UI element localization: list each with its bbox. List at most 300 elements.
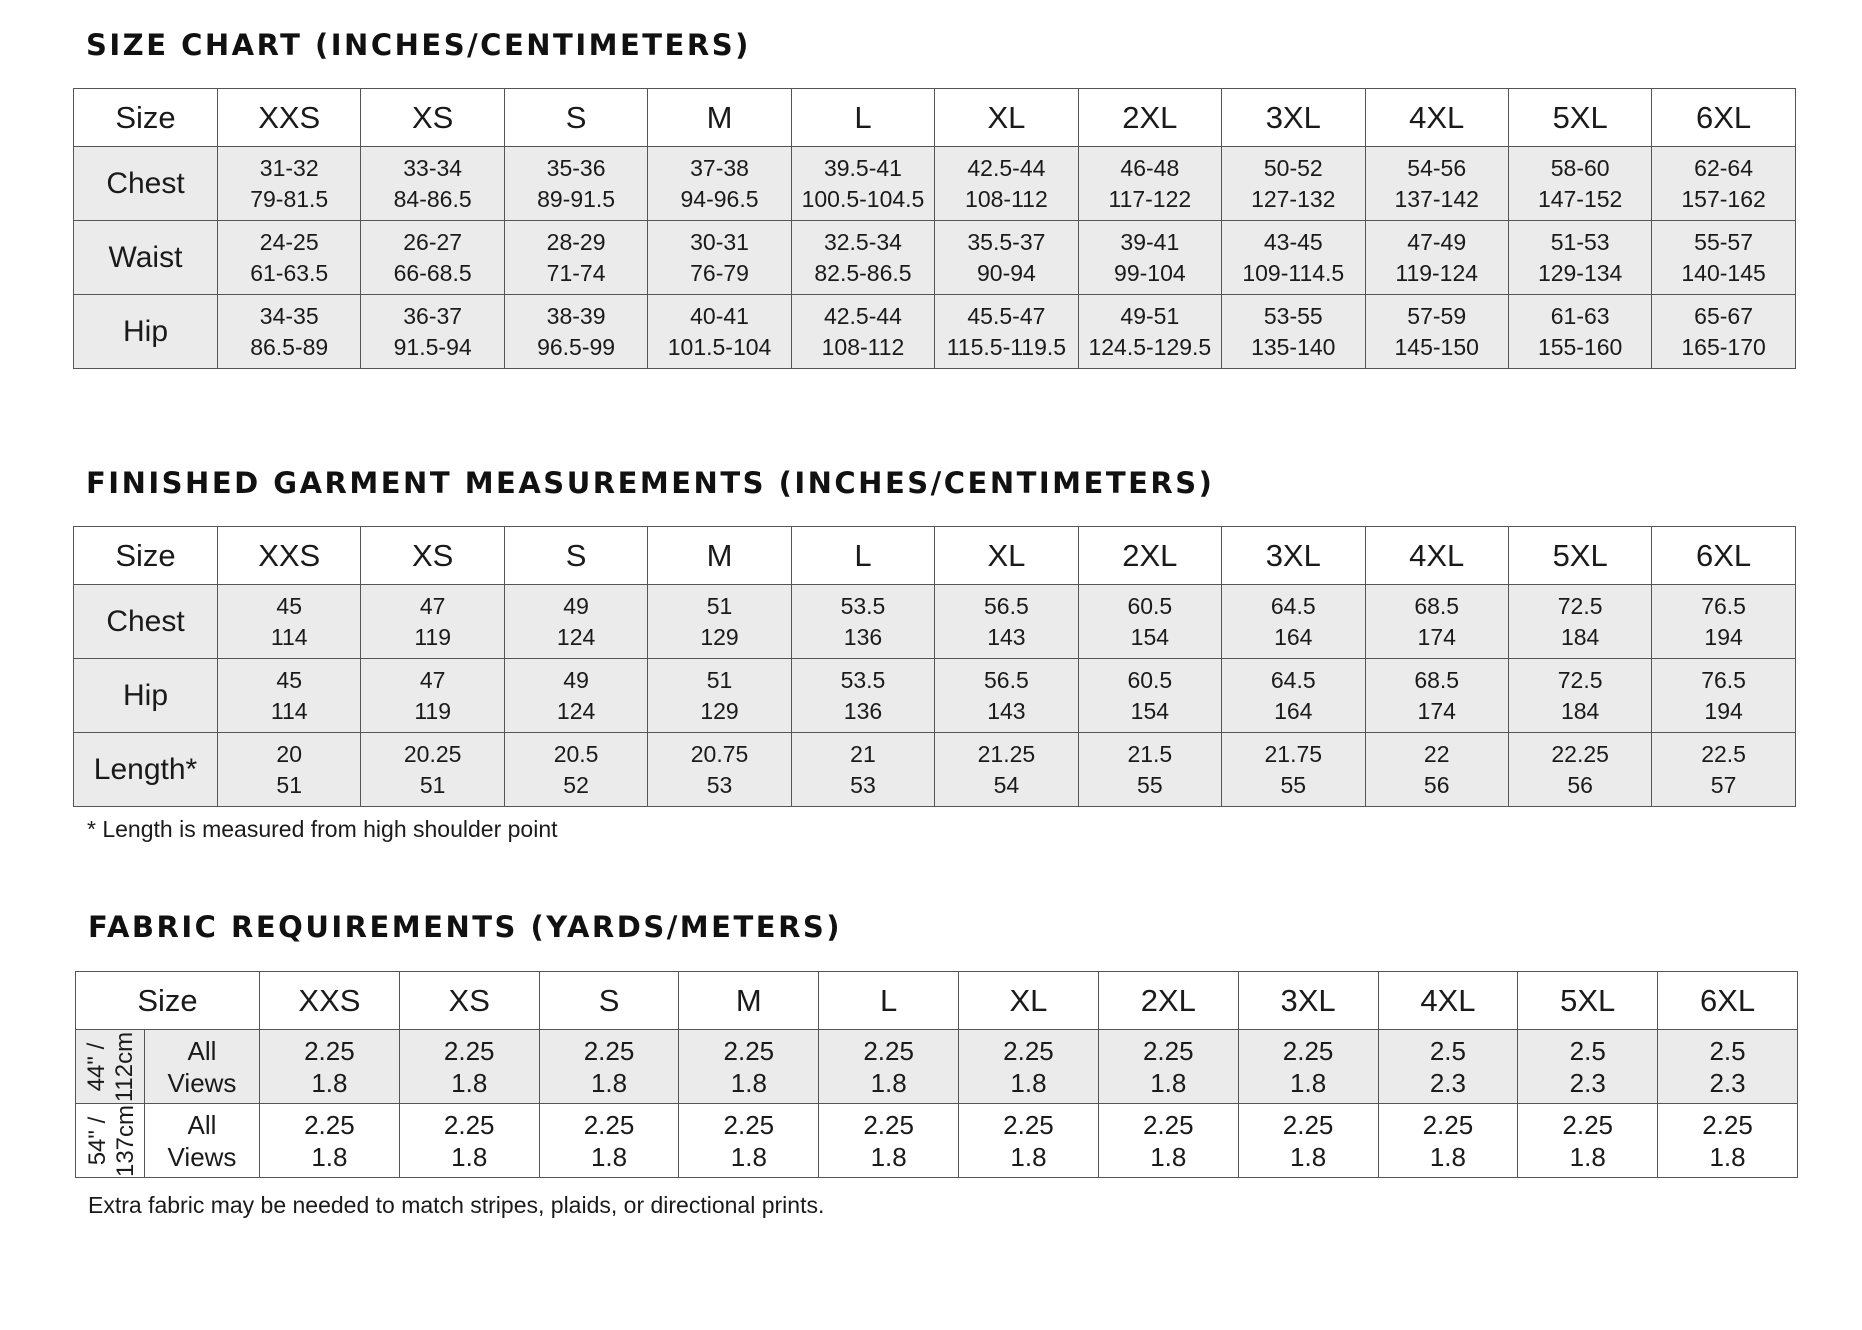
measurement-cell xyxy=(935,147,1078,221)
meters-value: 1.8 xyxy=(1290,1067,1327,1098)
measurement-cell xyxy=(1508,659,1651,733)
measurement-cell xyxy=(504,295,647,369)
view-label xyxy=(145,1104,260,1178)
size-column-header: L xyxy=(819,972,959,1030)
fabric-width-inches: 44" / xyxy=(83,1042,111,1091)
meters-value: 1.8 xyxy=(1709,1141,1746,1172)
measurement-row xyxy=(74,147,1796,221)
measurement-cell xyxy=(1365,147,1508,221)
measurement-cell xyxy=(648,733,791,807)
yards-value: 2.25 xyxy=(863,1035,914,1066)
inches-value: 22.25 xyxy=(1551,740,1609,767)
measurement-cell xyxy=(1365,221,1508,295)
inches-value: 35-36 xyxy=(546,154,606,181)
measurement-cell xyxy=(218,295,361,369)
inches-value: 51-53 xyxy=(1550,228,1610,255)
cm-value: 135-140 xyxy=(1251,333,1336,360)
size-column-header: 2XL xyxy=(1078,527,1221,585)
inches-value: 21.5 xyxy=(1127,740,1173,767)
cm-value: 137-142 xyxy=(1394,185,1479,212)
fabric-note: Extra fabric may be needed to match stripes, plaids, or directional prints. xyxy=(88,1192,825,1218)
cm-value: 53 xyxy=(706,771,733,798)
inches-value: 57-59 xyxy=(1407,302,1467,329)
size-column-header: 6XL xyxy=(1658,972,1798,1030)
inches-value: 21 xyxy=(850,740,876,767)
fabric-amount-cell xyxy=(260,1030,400,1104)
size-column-header: XL xyxy=(935,89,1078,147)
size-column-header: XS xyxy=(399,972,539,1030)
inches-value: 39-41 xyxy=(1120,228,1180,255)
measurement-cell xyxy=(361,221,504,295)
cm-value: 155-160 xyxy=(1537,333,1623,360)
cm-value: 82.5-86.5 xyxy=(814,259,912,286)
cm-value: 108-112 xyxy=(821,333,905,360)
measurement-cell xyxy=(361,147,504,221)
size-column-header: 6XL xyxy=(1652,89,1795,147)
size-column-header: S xyxy=(539,972,679,1030)
measurement-row xyxy=(74,585,1796,659)
measurement-label: Chest xyxy=(74,147,218,221)
inches-value: 64.5 xyxy=(1270,592,1316,619)
fabric-row xyxy=(76,1104,1798,1178)
inches-value: 40-41 xyxy=(690,302,749,329)
meters-value: 2.3 xyxy=(1569,1067,1606,1098)
size-column-header: 2XL xyxy=(1078,89,1221,147)
inches-value: 39.5-41 xyxy=(823,154,902,181)
cm-value: 119 xyxy=(414,697,451,724)
fabric-amount-cell xyxy=(679,1104,819,1178)
meters-value: 1.8 xyxy=(730,1141,767,1172)
inches-value: 42.5-44 xyxy=(823,302,902,329)
inches-value: 60.5 xyxy=(1127,592,1173,619)
measurement-cell xyxy=(1508,295,1651,369)
meters-value: 1.8 xyxy=(311,1141,348,1172)
measurement-cell xyxy=(1652,733,1795,807)
size-column-header: L xyxy=(791,89,934,147)
inches-value: 20 xyxy=(276,740,303,767)
measurement-cell xyxy=(361,659,504,733)
size-column-header: XXS xyxy=(218,527,361,585)
size-chart-table xyxy=(73,88,1796,369)
meters-value: 2.3 xyxy=(1429,1067,1466,1098)
inches-value: 30-31 xyxy=(690,228,749,255)
measurement-cell xyxy=(648,585,791,659)
measurement-cell xyxy=(935,585,1078,659)
fabric-amount-cell xyxy=(260,1104,400,1178)
garment-measurements-table xyxy=(73,526,1796,807)
size-column-header: 6XL xyxy=(1652,527,1795,585)
fabric-amount-cell xyxy=(819,1104,959,1178)
inches-value: 20.5 xyxy=(553,740,599,767)
measurement-cell xyxy=(648,659,791,733)
measurement-cell xyxy=(935,295,1078,369)
inches-value: 53.5 xyxy=(840,592,886,619)
cm-value: 124 xyxy=(556,623,596,650)
size-column-header: 3XL xyxy=(1222,89,1365,147)
fabric-amount-cell xyxy=(1098,1104,1238,1178)
measurement-row xyxy=(74,659,1796,733)
cm-value: 140-145 xyxy=(1681,259,1766,286)
measurement-cell xyxy=(1222,221,1365,295)
measurement-cell xyxy=(1652,221,1795,295)
cm-value: 184 xyxy=(1560,623,1600,650)
fabric-amount-cell xyxy=(539,1030,679,1104)
inches-value: 49 xyxy=(563,592,589,619)
measurement-cell xyxy=(1508,221,1651,295)
inches-value: 47 xyxy=(419,666,446,693)
inches-value: 76.5 xyxy=(1701,666,1746,693)
fabric-width-cm: 112cm xyxy=(111,1031,139,1102)
meters-value: 2.3 xyxy=(1709,1067,1746,1098)
size-column-header: 3XL xyxy=(1222,527,1365,585)
yards-value: 2.25 xyxy=(443,1035,495,1066)
yards-value: 2.25 xyxy=(583,1109,635,1140)
measurement-cell xyxy=(361,295,504,369)
cm-value: 51 xyxy=(419,771,446,798)
cm-value: 61-63.5 xyxy=(250,259,329,286)
fabric-width-cell xyxy=(76,1030,145,1104)
size-column-header: 2XL xyxy=(1098,972,1238,1030)
inches-value: 28-29 xyxy=(546,228,606,255)
yards-value: 2.25 xyxy=(443,1109,495,1140)
cm-value: 194 xyxy=(1704,623,1743,650)
measurement-row xyxy=(74,221,1796,295)
measurement-cell xyxy=(1365,659,1508,733)
measurement-cell xyxy=(791,221,934,295)
cm-value: 143 xyxy=(987,623,1026,650)
measurement-cell xyxy=(1222,733,1365,807)
measurement-row xyxy=(74,733,1796,807)
inches-value: 21.25 xyxy=(977,740,1036,767)
measurement-cell xyxy=(361,733,504,807)
size-column-header: 5XL xyxy=(1508,527,1651,585)
fabric-row xyxy=(76,1030,1798,1104)
inches-value: 45 xyxy=(276,666,303,693)
inches-value: 43-45 xyxy=(1263,228,1323,255)
cm-value: 90-94 xyxy=(976,259,1036,286)
cm-value: 143 xyxy=(987,697,1026,724)
size-column-header: 4XL xyxy=(1378,972,1518,1030)
inches-value: 65-67 xyxy=(1694,302,1753,329)
fabric-amount-cell xyxy=(1518,1104,1658,1178)
size-column-header: L xyxy=(791,527,934,585)
inches-value: 68.5 xyxy=(1414,592,1460,619)
fabric-width-label xyxy=(84,1104,140,1176)
header-row xyxy=(74,527,1796,585)
inches-value: 76.5 xyxy=(1701,592,1746,619)
cm-value: 115.5-119.5 xyxy=(946,333,1067,360)
fabric-width-cm: 137cm xyxy=(112,1104,140,1177)
inches-value: 56.5 xyxy=(984,666,1029,693)
size-header-label: Size xyxy=(76,972,260,1030)
cm-value: 119-124 xyxy=(1395,259,1479,286)
yards-value: 2.25 xyxy=(723,1035,775,1066)
yards-value: 2.5 xyxy=(1429,1035,1466,1066)
inches-value: 22.5 xyxy=(1701,740,1746,767)
meters-value: 1.8 xyxy=(451,1141,488,1172)
measurement-cell xyxy=(504,221,647,295)
measurement-cell xyxy=(791,733,934,807)
yards-value: 2.25 xyxy=(583,1035,635,1066)
inches-value: 34-35 xyxy=(259,302,319,329)
cm-value: 136 xyxy=(843,623,883,650)
inches-value: 37-38 xyxy=(690,154,749,181)
measurement-cell xyxy=(504,659,647,733)
measurement-cell xyxy=(1222,295,1365,369)
cm-value: 154 xyxy=(1130,623,1170,650)
cm-value: 55 xyxy=(1137,771,1163,798)
meters-value: 1.8 xyxy=(1010,1141,1047,1172)
size-column-header: XL xyxy=(935,527,1078,585)
fabric-width-inches: 54" / xyxy=(84,1116,112,1165)
inches-value: 53-55 xyxy=(1263,302,1323,329)
fabric-amount-cell xyxy=(1658,1104,1798,1178)
fabric-requirements-table xyxy=(75,971,1798,1178)
cm-value: 91.5-94 xyxy=(393,333,472,360)
yards-value: 2.25 xyxy=(1562,1109,1614,1140)
yards-value: 2.25 xyxy=(1003,1035,1054,1066)
meters-value: 1.8 xyxy=(870,1067,907,1098)
size-column-header: 5XL xyxy=(1518,972,1658,1030)
fabric-amount-cell xyxy=(1378,1030,1518,1104)
measurement-cell xyxy=(1078,733,1221,807)
measurement-cell xyxy=(935,733,1078,807)
cm-value: 79-81.5 xyxy=(250,185,329,212)
inches-value: 33-34 xyxy=(403,154,463,181)
inches-value: 47 xyxy=(419,592,446,619)
inches-value: 45.5-47 xyxy=(967,302,1046,329)
cm-value: 136 xyxy=(843,697,883,724)
fabric-amount-cell xyxy=(1378,1104,1518,1178)
inches-value: 61-63 xyxy=(1550,302,1610,329)
measurement-cell xyxy=(935,221,1078,295)
cm-value: 100.5-104.5 xyxy=(801,185,925,212)
size-column-header: XS xyxy=(361,89,504,147)
measurement-cell xyxy=(648,295,791,369)
cm-value: 53 xyxy=(850,771,876,798)
measurement-label: Chest xyxy=(74,585,218,659)
fabric-requirements-title: FABRIC REQUIREMENTS (YARDS/METERS) xyxy=(88,910,843,944)
measurement-cell xyxy=(935,659,1078,733)
measurement-label: Hip xyxy=(74,295,218,369)
cm-value: 147-152 xyxy=(1537,185,1623,212)
inches-value: 32.5-34 xyxy=(823,228,902,255)
inches-value: 68.5 xyxy=(1414,666,1460,693)
measurement-cell xyxy=(504,733,647,807)
fabric-width-label xyxy=(83,1031,139,1101)
inches-value: 49 xyxy=(563,666,589,693)
view-label xyxy=(145,1030,260,1104)
measurement-cell xyxy=(218,147,361,221)
measurement-cell xyxy=(1652,147,1795,221)
yards-value: 2.25 xyxy=(1142,1035,1194,1066)
size-chart-title: SIZE CHART (INCHES/CENTIMETERS) xyxy=(86,28,751,62)
measurement-cell xyxy=(504,147,647,221)
size-column-header: 5XL xyxy=(1508,89,1651,147)
cm-value: 51 xyxy=(276,771,303,798)
cm-value: 117-122 xyxy=(1108,185,1192,212)
measurement-cell xyxy=(1508,733,1651,807)
cm-value: 56 xyxy=(1567,771,1593,798)
cm-value: 54 xyxy=(993,771,1020,798)
fabric-amount-cell xyxy=(1658,1030,1798,1104)
fabric-amount-cell xyxy=(399,1030,539,1104)
size-column-header: XXS xyxy=(260,972,400,1030)
size-column-header: S xyxy=(504,89,647,147)
measurement-cell xyxy=(1078,147,1221,221)
cm-value: 86.5-89 xyxy=(250,333,329,360)
fabric-amount-cell xyxy=(679,1030,819,1104)
size-column-header: M xyxy=(679,972,819,1030)
fabric-amount-cell xyxy=(959,1030,1099,1104)
cm-value: 66-68.5 xyxy=(393,259,472,286)
meters-value: 1.8 xyxy=(451,1067,488,1098)
size-header-label: Size xyxy=(74,527,218,585)
size-column-header: XS xyxy=(361,527,504,585)
measurement-cell xyxy=(1222,585,1365,659)
inches-value: 62-64 xyxy=(1694,154,1753,181)
size-column-header: 4XL xyxy=(1365,89,1508,147)
fabric-amount-cell xyxy=(539,1104,679,1178)
meters-value: 1.8 xyxy=(590,1141,628,1172)
cm-value: 56 xyxy=(1423,771,1450,798)
inches-value: 20.75 xyxy=(690,740,749,767)
inches-value: 51 xyxy=(706,592,733,619)
inches-value: 72.5 xyxy=(1557,592,1603,619)
fabric-amount-cell xyxy=(819,1030,959,1104)
measurement-cell xyxy=(791,147,934,221)
header-row xyxy=(76,972,1798,1030)
cm-value: 84-86.5 xyxy=(393,185,472,212)
meters-value: 1.8 xyxy=(870,1141,907,1172)
fabric-amount-cell xyxy=(1098,1030,1238,1104)
inches-value: 38-39 xyxy=(546,302,606,329)
fabric-amount-cell xyxy=(399,1104,539,1178)
meters-value: 1.8 xyxy=(1290,1141,1327,1172)
cm-value: 108-112 xyxy=(965,185,1048,212)
cm-value: 174 xyxy=(1417,697,1456,724)
inches-value: 60.5 xyxy=(1127,666,1173,693)
cm-value: 52 xyxy=(563,771,589,798)
inches-value: 35.5-37 xyxy=(967,228,1046,255)
yards-value: 2.25 xyxy=(1282,1109,1334,1140)
measurement-cell xyxy=(791,585,934,659)
measurement-cell xyxy=(791,659,934,733)
inches-value: 46-48 xyxy=(1120,154,1180,181)
inches-value: 55-57 xyxy=(1694,228,1753,255)
cm-value: 129 xyxy=(700,623,739,650)
measurement-label: Waist xyxy=(74,221,218,295)
meters-value: 1.8 xyxy=(590,1067,628,1098)
measurement-cell xyxy=(648,221,791,295)
measurement-cell xyxy=(218,221,361,295)
measurement-cell xyxy=(218,585,361,659)
cm-value: 76-79 xyxy=(690,259,749,286)
cm-value: 114 xyxy=(270,697,308,724)
measurement-cell xyxy=(218,733,361,807)
fabric-width-cell xyxy=(76,1104,145,1178)
yards-value: 2.25 xyxy=(1142,1109,1194,1140)
cm-value: 57 xyxy=(1710,771,1737,798)
cm-value: 109-114.5 xyxy=(1242,259,1345,286)
inches-value: 24-25 xyxy=(259,228,319,255)
view-label-line2: Views xyxy=(167,1141,237,1172)
size-column-header: XXS xyxy=(218,89,361,147)
inches-value: 26-27 xyxy=(403,228,463,255)
measurement-cell xyxy=(1652,659,1795,733)
inches-value: 56.5 xyxy=(984,592,1029,619)
cm-value: 55 xyxy=(1280,771,1307,798)
measurement-cell xyxy=(1652,295,1795,369)
cm-value: 174 xyxy=(1417,623,1456,650)
length-note: * Length is measured from high shoulder point xyxy=(87,816,558,842)
yards-value: 2.25 xyxy=(304,1109,355,1140)
inches-value: 31-32 xyxy=(259,154,319,181)
inches-value: 54-56 xyxy=(1407,154,1467,181)
measurement-cell xyxy=(218,659,361,733)
measurement-cell xyxy=(1365,733,1508,807)
inches-value: 53.5 xyxy=(840,666,886,693)
meters-value: 1.8 xyxy=(1150,1141,1187,1172)
garment-measurements-title: FINISHED GARMENT MEASUREMENTS (INCHES/CENTIMETERS) xyxy=(86,466,1215,500)
measurement-row xyxy=(74,295,1796,369)
size-column-header: 3XL xyxy=(1238,972,1378,1030)
fabric-amount-cell xyxy=(1238,1030,1378,1104)
view-label-line1: All xyxy=(187,1035,217,1066)
inches-value: 21.75 xyxy=(1264,740,1323,767)
cm-value: 194 xyxy=(1704,697,1743,724)
view-label-line2: Views xyxy=(167,1067,237,1098)
cm-value: 71-74 xyxy=(546,259,606,286)
yards-value: 2.25 xyxy=(1422,1109,1474,1140)
cm-value: 127-132 xyxy=(1251,185,1336,212)
inches-value: 47-49 xyxy=(1407,228,1467,255)
meters-value: 1.8 xyxy=(1429,1141,1466,1172)
inches-value: 64.5 xyxy=(1270,666,1316,693)
inches-value: 45 xyxy=(276,592,303,619)
yards-value: 2.5 xyxy=(1569,1035,1606,1066)
inches-value: 36-37 xyxy=(403,302,463,329)
size-column-header: S xyxy=(504,527,647,585)
meters-value: 1.8 xyxy=(730,1067,767,1098)
cm-value: 157-162 xyxy=(1681,185,1766,212)
measurement-cell xyxy=(1078,295,1221,369)
yards-value: 2.25 xyxy=(1702,1109,1753,1140)
cm-value: 165-170 xyxy=(1681,333,1766,360)
yards-value: 2.5 xyxy=(1709,1035,1746,1066)
inches-value: 58-60 xyxy=(1550,154,1610,181)
measurement-cell xyxy=(1508,147,1651,221)
inches-value: 20.25 xyxy=(403,740,462,767)
cm-value: 145-150 xyxy=(1394,333,1479,360)
cm-value: 101.5-104 xyxy=(667,333,772,360)
inches-value: 72.5 xyxy=(1557,666,1603,693)
inches-value: 42.5-44 xyxy=(967,154,1046,181)
meters-value: 1.8 xyxy=(311,1067,348,1098)
measurement-cell xyxy=(1365,585,1508,659)
size-column-header: XL xyxy=(959,972,1099,1030)
cm-value: 154 xyxy=(1130,697,1170,724)
measurement-cell xyxy=(648,147,791,221)
fabric-amount-cell xyxy=(1238,1104,1378,1178)
measurement-cell xyxy=(791,295,934,369)
inches-value: 51 xyxy=(706,666,733,693)
meters-value: 1.8 xyxy=(1150,1067,1187,1098)
size-header-label: Size xyxy=(74,89,218,147)
inches-value: 49-51 xyxy=(1120,302,1180,329)
size-column-header: M xyxy=(648,89,791,147)
meters-value: 1.8 xyxy=(1010,1067,1047,1098)
